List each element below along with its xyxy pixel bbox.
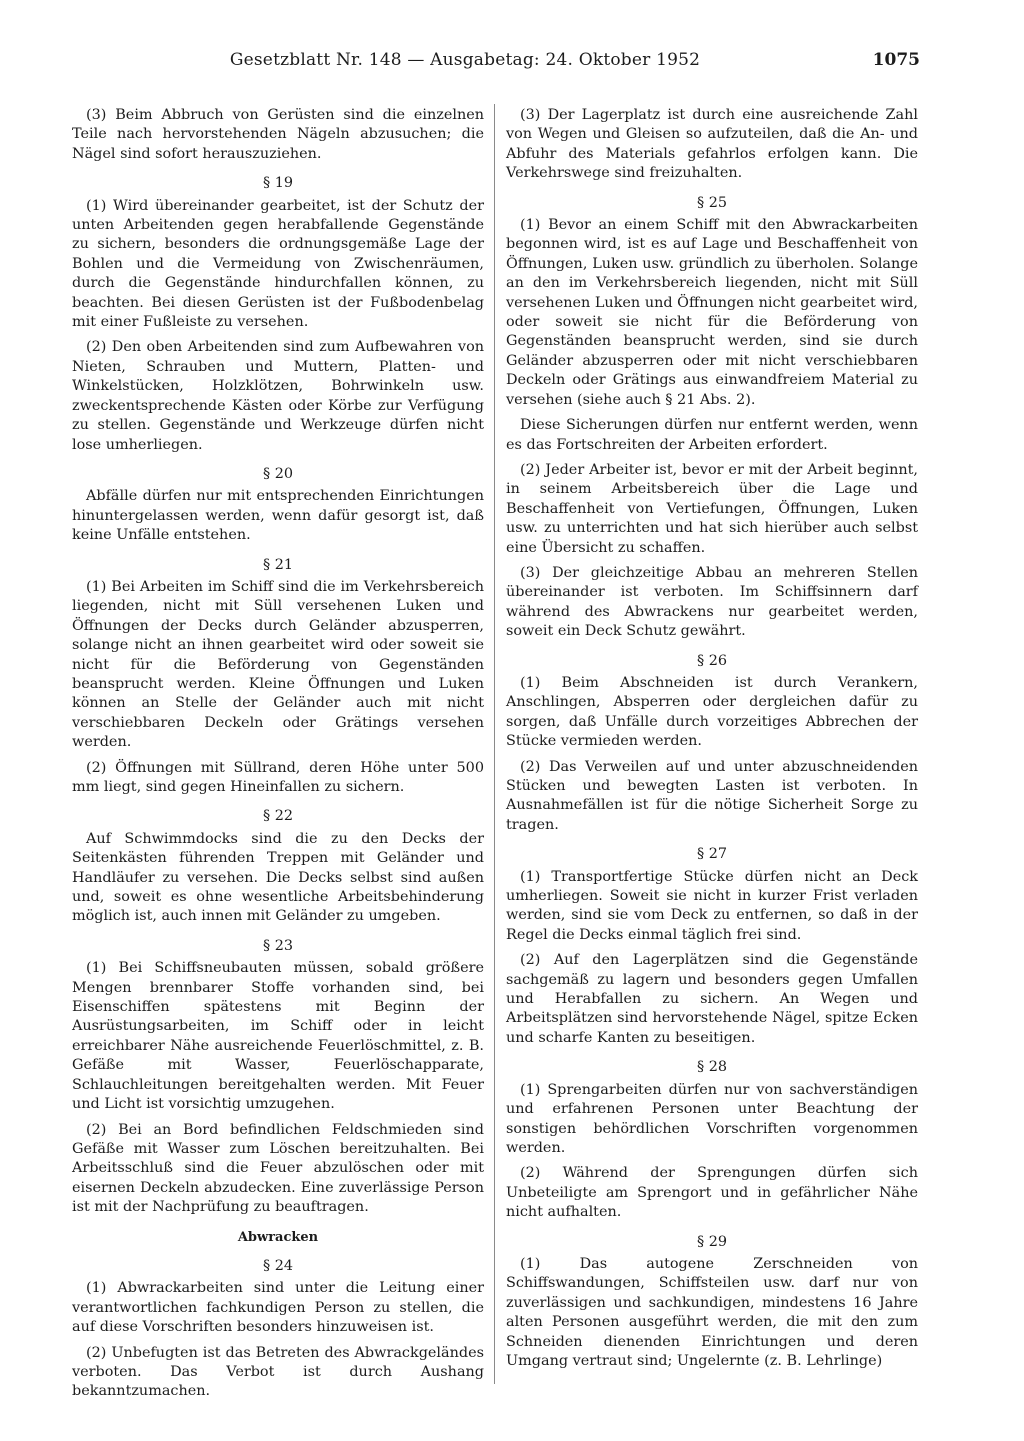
page-header	[70, 50, 920, 78]
column-divider	[494, 104, 495, 1384]
paragraph: (3) Beim Abbruch von Gerüsten sind die einzelnen Teile nach hervorstehenden Nägeln abzusuchen; die Nägel sind sofort herauszuziehen.	[72, 107, 484, 162]
paragraph: (1) Bei Arbeiten im Schiff sind die im Verkehrsbereich liegenden, nicht mit Süll versehenen Luken und Öffnungen der Decks durch Geländer abzusperren, solange nicht an ihnen gearbeitet wird oder soweit sie nicht für die Beförderung von Gegenständen beansprucht werden. Kleine Öffnungen und Luken können an Stelle der Geländer auch mit nicht verschiebbaren Deckeln oder Grätings versehen werden.	[72, 578, 484, 751]
paragraph: (1) Sprengarbeiten dürfen nur von sachverständigen und erfahrenen Personen unter Beachtung der sonstigen behördlichen Vorschriften vorgenommen werden.	[506, 1081, 918, 1156]
paragraph: Auf Schwimmdocks sind die zu den Decks der Seitenkästen führenden Treppen mit Geländer und Handläufer zu versehen. Die Decks selbst sind außen und, soweit es ohne wesentliche Arbeitsbehinderung möglich ist, auch innen mit Geländer zu umgeben.	[72, 830, 484, 925]
section-heading: § 20	[262, 465, 294, 482]
page-number: 1075	[872, 50, 920, 70]
paragraph: (2) Jeder Arbeiter ist, bevor er mit der Arbeit beginnt, in seinem Arbeitsbereich über die Lage und Beschaffenheit von Vertiefungen, Öffnungen, Luken usw. zu unterrichten und hat sich hierüber auch selbst eine Übersicht zu schaffen.	[506, 461, 918, 556]
section-heading: § 23	[262, 937, 294, 954]
paragraph: (2) Den oben Arbeitenden sind zum Aufbewahren von Nieten, Schrauben und Muttern, Platten- und Winkelstücken, Holzklötzen, Bohrwinkeln usw. zweckentsprechende Kästen oder Körbe zur Verfügung zu stellen. Gegenstände und Werkzeuge dürfen nicht lose umherliegen.	[72, 339, 484, 453]
section-heading: § 24	[262, 1257, 294, 1274]
paragraph: (2) Während der Sprengungen dürfen sich Unbeteiligte am Sprengort und in gefährlicher Nähe nicht aufhalten.	[506, 1165, 918, 1221]
paragraph: (2) Öffnungen mit Süllrand, deren Höhe unter 500 mm liegt, sind gegen Hineinfallen zu sichern.	[72, 759, 484, 795]
paragraph: (1) Wird übereinander gearbeitet, ist der Schutz der unten Arbeitenden gegen herabfallende Gegenstände zu sichern, besonders die ordnungsgemäße Lage der Bohlen und die Vermeidung von Zwischenräumen, durch die Gegenstände hindurchfallen können, zu beachten. Bei diesen Gerüsten ist der Fußbodenbelag mit einer Fußleiste zu versehen.	[72, 197, 484, 331]
paragraph: (2) Das Verweilen auf und unter abzuschneidenden Stücken und bewegten Lasten ist verboten. In Ausnahmefällen ist für die nötige Sicherheit Sorge zu tragen.	[506, 758, 918, 833]
section-heading: § 27	[696, 846, 728, 863]
section-heading: § 21	[262, 556, 294, 573]
section-heading: § 28	[696, 1059, 728, 1076]
right-column	[506, 106, 918, 1377]
section-heading: § 29	[696, 1233, 728, 1250]
paragraph: Diese Sicherungen dürfen nur entfernt werden, wenn es das Fortschreiten der Arbeiten erfordert.	[506, 417, 918, 453]
subheading-abwracken: Abwracken	[237, 1229, 319, 1245]
section-heading: § 25	[696, 194, 728, 211]
paragraph: (1) Das autogene Zerschneiden von Schiffswandungen, Schiffsteilen usw. darf nur von zuverlässigen und sachkundigen, mindestens 16 Jahre alten Personen ausgeführt werden, die mit den zum Schneiden dienenden Einrichtungen und deren Umgang vertraut sind; Ungelernte (z. B. Lehrlinge)	[506, 1255, 918, 1369]
paragraph: (1) Bevor an einem Schiff mit den Abwrackarbeiten begonnen wird, ist es auf Lage und Beschaffenheit von Öffnungen, Luken usw. gründlich zu überholen. Solange an den im Verkehrsbereich liegenden, nicht mit Süll versehenen Luken und Öffnungen nicht gearbeitet wird, oder soweit sie nicht für die Beförderung von Gegenständen beansprucht werden, sind sie durch Geländer abzusperren oder mit nicht verschiebbaren Deckeln oder Grätings aus einwandfreiem Material zu versehen (siehe auch § 21 Abs. 2).	[506, 217, 918, 408]
gazette-title: Gesetzblatt Nr. 148 — Ausgabetag: 24. Oktober 1952	[229, 50, 701, 70]
section-heading: § 22	[262, 808, 294, 825]
paragraph: (2) Unbefugten ist das Betreten des Abwrackgeländes verboten. Das Verbot ist durch Aushang bekanntzumachen.	[72, 1344, 484, 1400]
paragraph: (1) Bei Schiffsneubauten müssen, sobald größere Mengen brennbarer Stoffe vorhanden sind, bei Eisenschiffen spätestens mit Beginn der Ausrüstungsarbeiten, im Schiff oder in leicht erreichbarer Nähe ausreichende Feuerlöschmittel, z. B. Gefäße mit Wasser, Feuerlöschapparate, Schlauchleitungen bereitgehalten werden. Mit Feuer und Licht ist vorsichtig umzugehen.	[72, 960, 484, 1113]
paragraph: (2) Auf den Lagerplätzen sind die Gegenstände sachgemäß zu lagern und besonders gegen Umfallen und Herabfallen zu sichern. An Wegen und Arbeitsplätzen sind hervorstehende Nägel, spitze Ecken und scharfe Kanten zu beseitigen.	[506, 952, 918, 1046]
paragraph: (1) Abwrackarbeiten sind unter die Leitung einer verantwortlichen fachkundigen Person zu stellen, die auf diese Vorschriften besonders hinzuweisen ist.	[72, 1280, 484, 1336]
section-heading: § 26	[696, 652, 728, 669]
paragraph: (1) Beim Abschneiden ist durch Verankern, Anschlingen, Absperren oder dergleichen dafür zu sorgen, daß Unfälle durch vorzeitiges Abbrechen der Stücke vermieden werden.	[506, 674, 918, 750]
paragraph: (2) Bei an Bord befindlichen Feldschmieden sind Gefäße mit Wasser zum Löschen bereitzuhalten. Bei Arbeitsschluß sind die Feuer abzulöschen oder mit eisernen Deckeln abzudecken. Eine zuverlässige Person ist mit der Nachprüfung zu beauftragen.	[72, 1121, 484, 1216]
paragraph: (3) Der Lagerplatz ist durch eine ausreichende Zahl von Wegen und Gleisen so aufzuteilen, daß die An- und Abfuhr des Materials gefahrlos erfolgen kann. Die Verkehrswege sind freizuhalten.	[506, 107, 918, 182]
left-column	[72, 106, 484, 1408]
paragraph: (3) Der gleichzeitige Abbau an mehreren Stellen übereinander ist verboten. Im Schiffsinnern darf während des Abwrackens nur gearbeitet werden, soweit ein Deck Schutz gewährt.	[506, 564, 918, 640]
section-heading: § 19	[262, 175, 294, 192]
paragraph: Abfälle dürfen nur mit entsprechenden Einrichtungen hinuntergelassen werden, wenn dafür gesorgt ist, daß keine Unfälle entstehen.	[72, 488, 484, 544]
paragraph: (1) Transportfertige Stücke dürfen nicht an Deck umherliegen. Soweit sie nicht in kurzer Frist verladen werden, sind sie vom Deck zu entfernen, so daß in der Regel die Decks einmal täglich frei sind.	[506, 868, 918, 943]
